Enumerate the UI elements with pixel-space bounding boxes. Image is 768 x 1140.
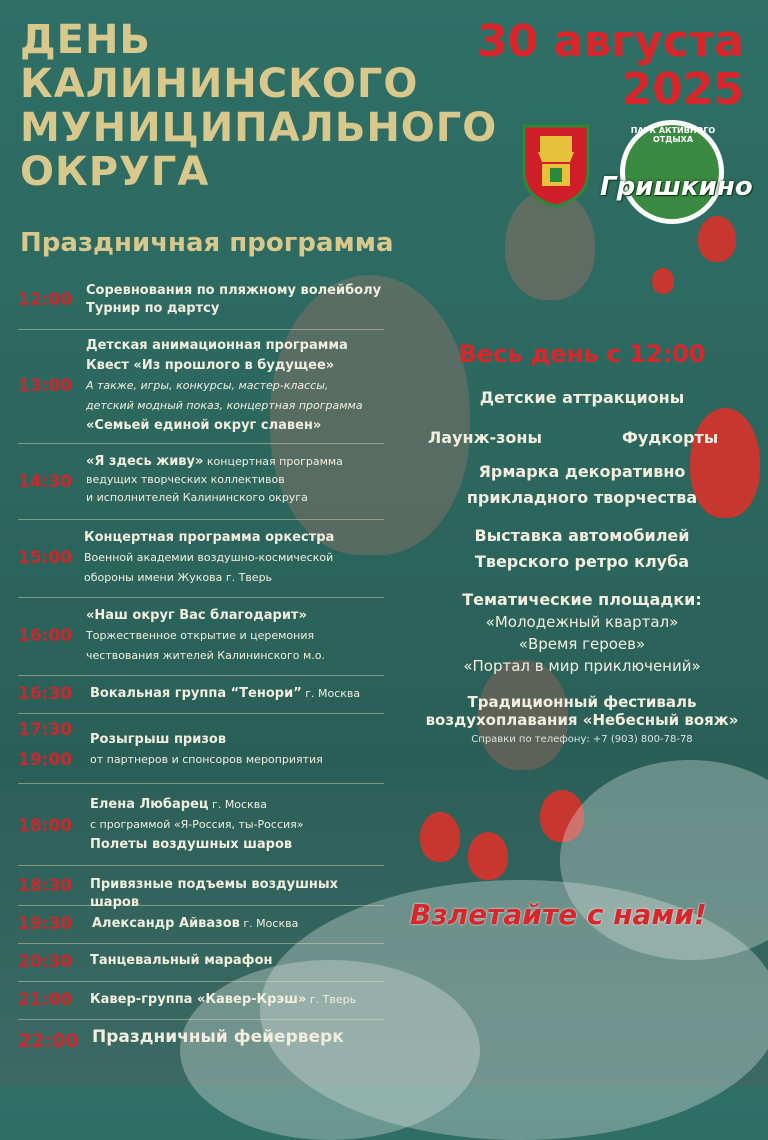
schedule-details [92, 1028, 384, 1046]
schedule-details [90, 730, 384, 770]
schedule-line: Квест «Из прошлого в будущее» [86, 358, 335, 373]
schedule-row [18, 330, 384, 444]
schedule-line: Торжественное открытие и церемония [86, 629, 315, 642]
schedule-time: 19:30 [18, 914, 73, 934]
schedule-line: «Наш округ Вас благодарит» [86, 608, 307, 623]
schedule-line: Танцевальный марафон [90, 953, 273, 968]
balloon-small-5 [420, 812, 460, 862]
schedule-details [92, 914, 384, 933]
coat-of-arms-icon [520, 122, 592, 208]
date-year: 2025 [621, 64, 744, 115]
schedule-line-rest: г. Тверь [306, 993, 357, 1006]
schedule-time-2: 19:00 [18, 750, 73, 770]
event-title [20, 18, 497, 194]
schedule-details [90, 684, 384, 703]
schedule-line: Турнир по дартсу [86, 301, 220, 316]
schedule-line: чествования жителей Калининского м.о. [86, 649, 326, 662]
balloon-small-2 [652, 268, 674, 294]
schedule-row [18, 1020, 384, 1060]
park-logo-arc-text: ПАРК АКТИВНОГО ОТДЫХА [630, 126, 716, 144]
title-line-2: КАЛИНИНСКОГО [20, 61, 419, 107]
schedule-line: Розыгрыш призов [90, 732, 227, 747]
schedule-time: 22:00 [18, 1030, 79, 1052]
schedule-line [90, 794, 384, 815]
date-day: 30 августа [476, 16, 744, 67]
schedule-row [18, 444, 384, 520]
schedule-line: Полеты воздушных шаров [90, 837, 293, 852]
schedule-line-bold: Елена Любарец [90, 797, 209, 812]
schedule-line: с программой «Я-Россия, ты-Россия» [90, 818, 304, 831]
schedule-time: 17:30 [18, 720, 73, 740]
schedule-list [18, 280, 384, 1060]
zones-title: Тематические площадки: [462, 590, 702, 609]
schedule-time: 20:30 [18, 952, 73, 972]
schedule-line: и исполнителей Калининского округа [86, 491, 308, 504]
schedule-details [86, 452, 384, 507]
lounge-label: Лаунж-зоны [428, 428, 542, 447]
attractions-label: Детские аттракционы [479, 388, 685, 407]
schedule-details [90, 990, 384, 1009]
schedule-time: 13:00 [18, 376, 73, 396]
schedule-time: 16:30 [18, 684, 73, 704]
schedule-time: 15:00 [18, 548, 73, 568]
schedule-line: обороны имени Жукова г. Тверь [84, 571, 273, 584]
schedule-row [18, 866, 384, 910]
fair-line-1: Ярмарка декоративно [478, 462, 686, 481]
park-logo [600, 118, 753, 228]
slogan: Взлетайте с нами! [410, 898, 707, 931]
schedule-line-bold: Вокальная группа “Тенори” [90, 686, 302, 701]
schedule-time: 16:00 [18, 626, 73, 646]
schedule-line [86, 452, 384, 471]
schedule-row [18, 598, 384, 676]
event-date [477, 18, 744, 114]
schedule-time: 21:00 [18, 990, 73, 1010]
schedule-details [86, 282, 384, 318]
zone-1: «Молодежный квартал» [485, 613, 679, 631]
festival-line-1: Традиционный фестиваль [467, 693, 697, 711]
schedule-line: ведущих творческих коллективов [86, 473, 285, 486]
schedule-details [90, 952, 384, 970]
schedule-line-rest: г. Москва [239, 917, 299, 930]
schedule-line: Детская анимационная программа [86, 338, 348, 353]
schedule-details [84, 528, 384, 588]
schedule-row [18, 982, 384, 1020]
title-line-3: МУНИЦИПАЛЬНОГО [20, 105, 498, 151]
foodcourts-label: Фудкорты [622, 428, 719, 447]
schedule-line-rest: г. Москва [301, 687, 361, 700]
schedule-details [86, 336, 384, 436]
cars-line-2: Тверского ретро клуба [474, 552, 690, 571]
schedule-line: от партнеров и спонсоров мероприятия [90, 753, 323, 766]
schedule-row [18, 676, 384, 714]
schedule-time: 12:00 [18, 290, 73, 310]
title-line-4: ОКРУГА [20, 149, 210, 195]
phone-info: Справки по телефону: +7 (903) 800-78-78 [471, 734, 693, 745]
schedule-row [18, 520, 384, 598]
schedule-row [18, 714, 384, 784]
zone-2: «Время героев» [518, 635, 646, 653]
schedule-line-bold: Кавер-группа «Кавер-Крэш» [90, 992, 307, 1007]
program-subtitle: Праздничная программа [20, 228, 394, 258]
fair-line-2: прикладного творчества [466, 488, 698, 507]
park-logo-name: Гришкино [600, 172, 753, 202]
schedule-line: детский модный показ, концертная программа [86, 399, 363, 412]
schedule-details [86, 606, 384, 666]
schedule-line: Концертная программа оркестра [84, 530, 335, 545]
schedule-row [18, 944, 384, 982]
schedule-line: «Семьей единой округ славен» [86, 418, 322, 433]
schedule-line: Праздничный фейерверк [92, 1027, 344, 1047]
cars-line-1: Выставка автомобилей [474, 526, 690, 545]
schedule-details [90, 794, 384, 855]
schedule-line-bold: Александр Айвазов [92, 916, 240, 931]
title-line-1: ДЕНЬ [20, 17, 151, 63]
schedule-line: Привязные подъемы воздушных шаров [90, 877, 339, 910]
schedule-row [18, 906, 384, 944]
schedule-line: А также, игры, конкурсы, мастер-классы, [86, 379, 329, 392]
zone-3: «Портал в мир приключений» [463, 657, 701, 675]
schedule-row [18, 280, 384, 330]
schedule-line-bold: «Я здесь живу» [86, 454, 204, 469]
allday-heading: Весь день с 12:00 [458, 340, 706, 368]
schedule-line: Военной академии воздушно-космической [84, 551, 334, 564]
festival-line-2: воздухоплавания «Небесный вояж» [425, 711, 739, 729]
schedule-line-rest: г. Москва [208, 798, 267, 811]
schedule-row [18, 784, 384, 866]
balloon-small-4 [468, 832, 508, 880]
schedule-line-rest: концертная программа [203, 455, 343, 468]
schedule-time: 18:00 [18, 816, 73, 836]
schedule-line: Соревнования по пляжному волейболу [86, 283, 382, 298]
schedule-time: 14:30 [18, 472, 73, 492]
schedule-time: 18:30 [18, 876, 73, 896]
